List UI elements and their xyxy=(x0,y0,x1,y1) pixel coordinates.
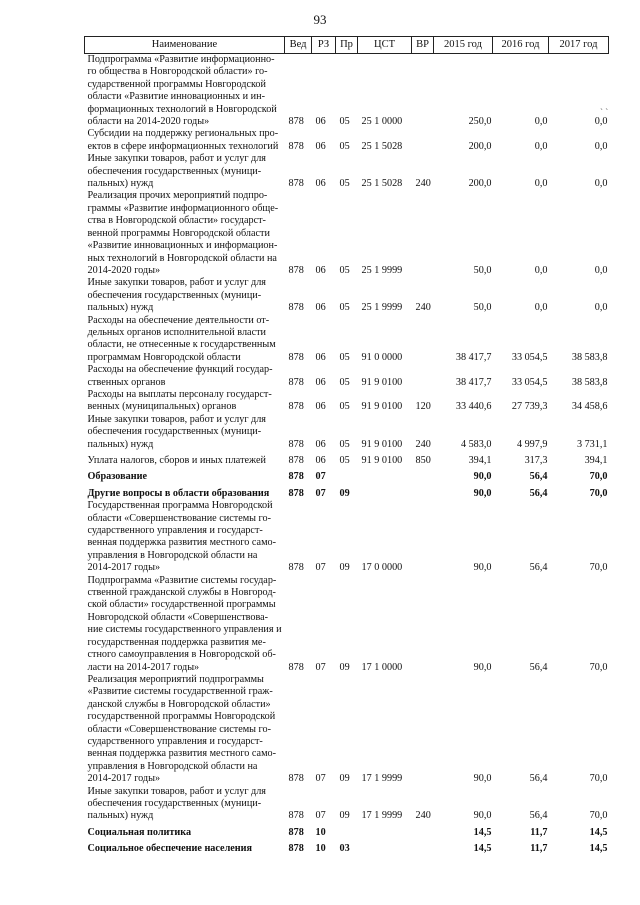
cell-ved: 878 xyxy=(288,116,304,128)
cell-name: Субсидии на поддержку региональных про-ектов в сфере информационных технологий xyxy=(87,128,279,152)
cell-rz: 06 xyxy=(315,455,326,466)
cell-y2015: 90,0 xyxy=(473,773,492,785)
cell-ved: 878 xyxy=(288,401,304,413)
cell-y2016: 33 054,5 xyxy=(511,351,548,363)
cell-y2017: 0,0 xyxy=(594,264,608,276)
cell-name: Расходы на обеспечение функций государ-ственных органов xyxy=(87,364,273,388)
cell-cst: 17 1 9999 xyxy=(361,773,403,785)
cell-ved: 878 xyxy=(288,376,304,388)
cell-cst xyxy=(358,484,412,500)
cell-cst: 91 0 0000 xyxy=(361,351,403,363)
cell-y2015: 200,0 xyxy=(468,140,492,152)
cell-vr xyxy=(412,128,434,153)
cell-y2017: 38 583,8 xyxy=(571,351,608,363)
cell-vr xyxy=(412,839,434,855)
cell-y2016: 0,0 xyxy=(534,140,548,152)
cell-name: Иные закупки товаров, работ и услуг для обеспечения государственных (муници-пальных) нужд xyxy=(87,277,266,314)
cell-ved: 878 xyxy=(288,562,304,574)
cell-y2017: 0,0 xyxy=(594,302,608,314)
cell-y2016: 56,4 xyxy=(529,773,548,785)
cell-cst xyxy=(358,467,412,483)
header-rz: РЗ xyxy=(312,37,336,54)
cell-rz: 10 xyxy=(315,826,326,838)
cell-rz: 06 xyxy=(315,438,326,450)
table-row xyxy=(85,364,609,389)
cell-ved: 878 xyxy=(288,140,304,152)
cell-y2015: 14,5 xyxy=(473,843,492,855)
cell-pr: 05 xyxy=(339,376,350,388)
cell-pr: 05 xyxy=(339,401,350,413)
cell-y2017: 3 731,1 xyxy=(576,438,608,450)
cell-ved: 878 xyxy=(288,178,304,190)
cell-y2015: 4 583,0 xyxy=(460,438,492,450)
cell-rz: 07 xyxy=(315,487,326,499)
cell-y2016: 4 997,9 xyxy=(516,438,548,450)
cell-y2017: 0,0 xyxy=(594,140,608,152)
cell-y2017: 70,0 xyxy=(589,487,608,499)
cell-ved: 878 xyxy=(288,843,304,855)
cell-y2016: 317,3 xyxy=(524,455,548,466)
cell-y2016: 0,0 xyxy=(534,178,548,190)
cell-y2016: 0,0 xyxy=(534,302,548,314)
cell-y2016: 0,0 xyxy=(534,264,548,276)
cell-pr: 09 xyxy=(339,562,350,574)
cell-name: Государственная программа Новгородской области «Совершенствование системы го-сударственного управления и государст-венная поддержка развития местного само-управления в Новгородской области на 2014-2017 годы» xyxy=(87,500,277,574)
table-row xyxy=(85,823,609,839)
cell-rz: 06 xyxy=(315,140,326,152)
cell-rz: 06 xyxy=(315,401,326,413)
cell-y2015: 90,0 xyxy=(473,810,492,822)
table-row xyxy=(85,484,609,500)
table-row xyxy=(85,500,609,574)
cell-y2015: 33 440,6 xyxy=(455,401,492,413)
header-2017: 2017 год xyxy=(549,37,609,54)
header-pr: Пр xyxy=(336,37,358,54)
table-body xyxy=(85,54,609,856)
cell-name: Другие вопросы в области образования xyxy=(87,487,270,499)
cell-rz: 06 xyxy=(315,264,326,276)
cell-y2016: 11,7 xyxy=(530,826,548,838)
cell-pr: 05 xyxy=(339,302,350,314)
cell-y2015: 200,0 xyxy=(468,178,492,190)
cell-ved: 878 xyxy=(288,264,304,276)
cell-pr: 05 xyxy=(339,351,350,363)
scan-mark: ˎ ˏ xyxy=(600,100,609,110)
cell-rz: 06 xyxy=(315,351,326,363)
cell-y2015: 250,0 xyxy=(468,116,492,128)
cell-y2015: 50,0 xyxy=(473,264,492,276)
cell-y2016: 0,0 xyxy=(534,116,548,128)
cell-name: Иные закупки товаров, работ и услуг для обеспечения государственных (муници-пальных) нужд xyxy=(87,785,266,822)
cell-y2017: 70,0 xyxy=(589,661,608,673)
cell-vr xyxy=(412,364,434,389)
cell-name: Реализация прочих мероприятий подпро-граммы «Развитие информационного обще-ства в Новгородской области» государст-венной программы Новгородской области «Развитие инновационных и информацион-ных технологий в Новгородской области на 2014-2020 годы» xyxy=(87,190,279,276)
cell-y2016: 11,7 xyxy=(530,843,548,855)
cell-name: Расходы на выплаты персоналу государст-венных (муниципальных) органов xyxy=(87,388,272,413)
cell-pr: 05 xyxy=(339,116,350,128)
table-row xyxy=(85,315,609,365)
header-ved: Вед xyxy=(285,37,312,54)
cell-ved: 878 xyxy=(288,810,304,822)
cell-rz: 06 xyxy=(315,302,326,314)
cell-rz: 06 xyxy=(315,376,326,388)
cell-y2017: 14,5 xyxy=(589,826,608,838)
cell-vr xyxy=(412,575,434,674)
cell-y2017: 34 458,6 xyxy=(571,401,608,413)
table-header xyxy=(85,37,609,54)
cell-y2017: 70,0 xyxy=(589,562,608,574)
cell-pr: 05 xyxy=(339,178,350,190)
cell-name: Расходы на обеспечение деятельности от-дельных органов исполнительной власти области, не отнесенные к государственным программам Новгородской области xyxy=(87,314,276,363)
header-2015: 2015 год xyxy=(434,37,493,54)
cell-name: Иные закупки товаров, работ и услуг для обеспечения государственных (муници-пальных) нужд xyxy=(87,413,266,450)
cell-pr: 09 xyxy=(339,487,350,499)
table-row xyxy=(85,451,609,467)
cell-pr: 03 xyxy=(339,843,350,855)
cell-cst: 17 0 0000 xyxy=(361,562,403,574)
cell-cst: 91 9 0100 xyxy=(361,455,403,466)
cell-name: Реализация мероприятий подпрограммы «Развитие системы государственной граж-данской службы в Новгородской области» государственной программы Новгородской области «Совершенствование системы го-сударственного управления и государст-венная поддержка развития местного само-управления в Новгородской области на 2014-2017 годы» xyxy=(87,673,277,785)
cell-y2015: 90,0 xyxy=(473,661,492,673)
cell-ved: 878 xyxy=(288,773,304,785)
cell-vr: 240 xyxy=(415,302,431,314)
cell-y2017: 38 583,8 xyxy=(571,376,608,388)
cell-vr: 120 xyxy=(415,401,431,413)
cell-y2015: 90,0 xyxy=(473,487,492,499)
table-row xyxy=(85,389,609,414)
cell-name: Иные закупки товаров, работ и услуг для обеспечения государственных (муници-пальных) нужд xyxy=(87,153,266,190)
cell-vr: 240 xyxy=(415,438,431,450)
cell-y2017: 394,1 xyxy=(584,455,608,466)
cell-cst: 91 9 0100 xyxy=(361,376,403,388)
cell-y2015: 50,0 xyxy=(473,302,492,314)
cell-cst: 25 1 0000 xyxy=(361,116,403,128)
cell-vr xyxy=(412,484,434,500)
header-2016: 2016 год xyxy=(493,37,549,54)
cell-y2016: 33 054,5 xyxy=(511,376,548,388)
cell-rz: 06 xyxy=(315,116,326,128)
table-row xyxy=(85,575,609,674)
cell-pr: 05 xyxy=(339,140,350,152)
cell-y2017: 14,5 xyxy=(589,843,608,855)
table-row xyxy=(85,674,609,786)
cell-y2016: 56,4 xyxy=(529,487,548,499)
page-number: 93 xyxy=(313,12,327,27)
cell-y2017: 70,0 xyxy=(589,810,608,822)
cell-y2016: 56,4 xyxy=(529,471,548,483)
table-row xyxy=(85,153,609,190)
cell-rz: 10 xyxy=(315,843,326,855)
cell-cst: 91 9 0100 xyxy=(361,401,403,413)
cell-ved: 878 xyxy=(288,487,304,499)
cell-y2017: 0,0 xyxy=(594,178,608,190)
cell-ved: 878 xyxy=(288,438,304,450)
cell-name: Социальное обеспечение населения xyxy=(87,843,253,855)
cell-ved: 878 xyxy=(288,455,304,466)
cell-vr xyxy=(412,674,434,786)
cell-name: Подпрограмма «Развитие информационно-го общества в Новгородской области» го-сударственной программы Новгородской области «Развитие инновационных и ин-формационных технологий в Новгородской области на 2014-2020 годы» xyxy=(87,54,277,128)
cell-rz: 07 xyxy=(315,773,326,785)
cell-ved: 878 xyxy=(288,826,304,838)
cell-y2017: 0,0 xyxy=(594,116,608,128)
budget-table xyxy=(84,36,609,856)
cell-ved: 878 xyxy=(288,351,304,363)
cell-y2016: 27 739,3 xyxy=(511,401,548,413)
cell-name: Подпрограмма «Развитие системы государ-ственной гражданской службы в Новгород-ской области» государственной программы Новгородской области «Совершенствова-ние системы государственного управления и государственная поддержка развития ме-стного самоуправления в Новгородской об-ласти на 2014-2017 годы» xyxy=(87,574,282,673)
cell-pr: 09 xyxy=(339,773,350,785)
cell-cst: 25 1 5028 xyxy=(361,140,403,152)
cell-ved: 878 xyxy=(288,471,304,483)
cell-vr xyxy=(412,823,434,839)
table-row xyxy=(85,190,609,277)
cell-vr: 240 xyxy=(415,810,431,822)
header-vr: ВР xyxy=(412,37,434,54)
cell-pr xyxy=(336,823,358,839)
cell-y2015: 14,5 xyxy=(473,826,492,838)
header-cst: ЦСТ xyxy=(358,37,412,54)
cell-pr: 05 xyxy=(339,264,350,276)
cell-pr: 09 xyxy=(339,661,350,673)
cell-vr xyxy=(412,54,434,129)
cell-cst: 91 9 0100 xyxy=(361,438,403,450)
cell-pr: 05 xyxy=(339,438,350,450)
table-row xyxy=(85,414,609,451)
cell-y2016: 56,4 xyxy=(529,810,548,822)
cell-cst: 25 1 9999 xyxy=(361,264,403,276)
cell-pr: 05 xyxy=(339,455,350,466)
cell-rz: 07 xyxy=(315,471,326,483)
cell-vr xyxy=(412,467,434,483)
cell-vr xyxy=(412,500,434,574)
cell-vr: 240 xyxy=(415,178,431,190)
cell-rz: 07 xyxy=(315,661,326,673)
cell-y2015: 90,0 xyxy=(473,471,492,483)
cell-cst: 25 1 5028 xyxy=(361,178,403,190)
cell-vr xyxy=(412,190,434,277)
cell-y2017: 70,0 xyxy=(589,471,608,483)
cell-cst: 17 1 9999 xyxy=(361,810,403,822)
cell-name: Социальная политика xyxy=(87,826,192,838)
table-row xyxy=(85,277,609,314)
cell-y2016: 56,4 xyxy=(529,562,548,574)
cell-ved: 878 xyxy=(288,661,304,673)
cell-y2016: 56,4 xyxy=(529,661,548,673)
cell-rz: 06 xyxy=(315,178,326,190)
cell-ved: 878 xyxy=(288,302,304,314)
cell-cst: 25 1 9999 xyxy=(361,302,403,314)
table-row xyxy=(85,54,609,129)
cell-name: Уплата налогов, сборов и иных платежей xyxy=(87,455,266,466)
cell-y2015: 394,1 xyxy=(468,455,492,466)
header-name: Наименование xyxy=(85,37,285,54)
cell-rz: 07 xyxy=(315,562,326,574)
cell-y2015: 38 417,7 xyxy=(455,376,492,388)
cell-vr xyxy=(412,315,434,365)
cell-y2015: 90,0 xyxy=(473,562,492,574)
cell-cst: 17 1 0000 xyxy=(361,661,403,673)
cell-vr: 850 xyxy=(415,455,431,466)
cell-rz: 07 xyxy=(315,810,326,822)
cell-name: Образование xyxy=(87,471,148,483)
cell-pr xyxy=(336,467,358,483)
cell-cst xyxy=(358,823,412,839)
table-row xyxy=(85,128,609,153)
cell-pr: 09 xyxy=(339,810,350,822)
table-row xyxy=(85,786,609,823)
cell-cst xyxy=(358,839,412,855)
table-row xyxy=(85,839,609,855)
cell-y2015: 38 417,7 xyxy=(455,351,492,363)
table-row xyxy=(85,467,609,483)
cell-y2017: 70,0 xyxy=(589,773,608,785)
